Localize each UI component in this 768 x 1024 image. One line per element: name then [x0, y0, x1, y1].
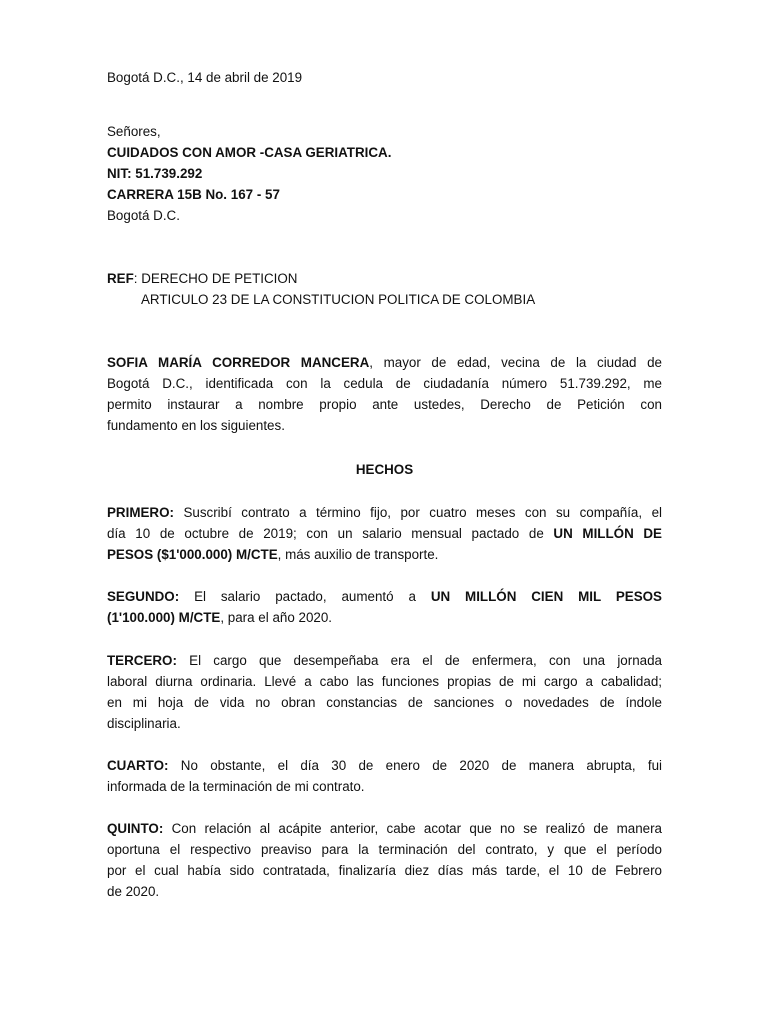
reference-subject: : DERECHO DE PETICION [133, 271, 298, 286]
reference-line [107, 268, 297, 289]
salutation: Señores, [107, 124, 161, 139]
fact-line: en mi hoja de vida no obran constancias de sanciones o novedades de índole [107, 695, 662, 710]
fact-line: disciplinaria. [107, 716, 181, 731]
fact-line: informada de la terminación de mi contrato. [107, 779, 365, 794]
fact-line: PRIMERO: Suscribí contrato a término fijo, por cuatro meses con su compañía, el [107, 505, 662, 520]
fact-line: oportuna el respectivo preaviso para la terminación del contrato, y que el período [107, 842, 662, 857]
fact-line: SEGUNDO: El salario pactado, aumentó a UN MILLÓN CIEN MIL PESOS [107, 589, 662, 604]
fact-line: por el cual había sido contratada, finalizaría diez días más tarde, el 10 de Febrero [107, 863, 662, 878]
intro-line: fundamento en los siguientes. [107, 418, 285, 433]
fact-line: (1'100.000) M/CTE, para el año 2020. [107, 610, 333, 625]
recipient-company: CUIDADOS CON AMOR -CASA GERIATRICA. [107, 145, 392, 160]
intro-line: Bogotá D.C., identificada con la cedula de ciudadanía número 51.739.292, me [107, 376, 662, 391]
fact-line: laboral diurna ordinaria. Llevé a cabo las funciones propias de mi cargo a cabalidad; [107, 674, 662, 689]
recipient-nit: NIT: 51.739.292 [107, 166, 203, 181]
fact-cuarto [107, 755, 662, 797]
intro-line: permito instaurar a nombre propio ante ustedes, Derecho de Petición con [107, 397, 662, 412]
fact-line: TERCERO: El cargo que desempeñaba era el de enfermera, con una jornada [107, 653, 662, 668]
fact-line: QUINTO: Con relación al acápite anterior, cabe acotar que no se realizó de manera [107, 821, 662, 836]
recipient-address: CARRERA 15B No. 167 - 57 [107, 187, 280, 202]
intro-line: SOFIA MARÍA CORREDOR MANCERA, mayor de edad, vecina de la ciudad de [107, 355, 662, 370]
fact-segundo [107, 586, 662, 628]
petitioner-name: SOFIA MARÍA CORREDOR MANCERA [107, 355, 370, 370]
reference-label: REF [107, 271, 134, 286]
fact-line: día 10 de octubre de 2019; con un salario mensual pactado de UN MILLÓN DE [107, 526, 662, 541]
fact-line: de 2020. [107, 884, 160, 899]
section-title: HECHOS [355, 462, 414, 477]
fact-line: CUARTO: No obstante, el día 30 de enero de 2020 de manera abrupta, fui [107, 758, 662, 773]
fact-quinto [107, 818, 662, 902]
fact-tercero [107, 650, 662, 734]
reference-article: ARTICULO 23 DE LA CONSTITUCION POLITICA DE COLOMBIA [141, 292, 536, 307]
date-line: Bogotá D.C., 14 de abril de 2019 [107, 70, 303, 85]
fact-line: PESOS ($1'000.000) M/CTE, más auxilio de transporte. [107, 547, 439, 562]
recipient-city: Bogotá D.C. [107, 208, 180, 223]
intro-paragraph [107, 352, 662, 436]
fact-primero [107, 502, 662, 565]
